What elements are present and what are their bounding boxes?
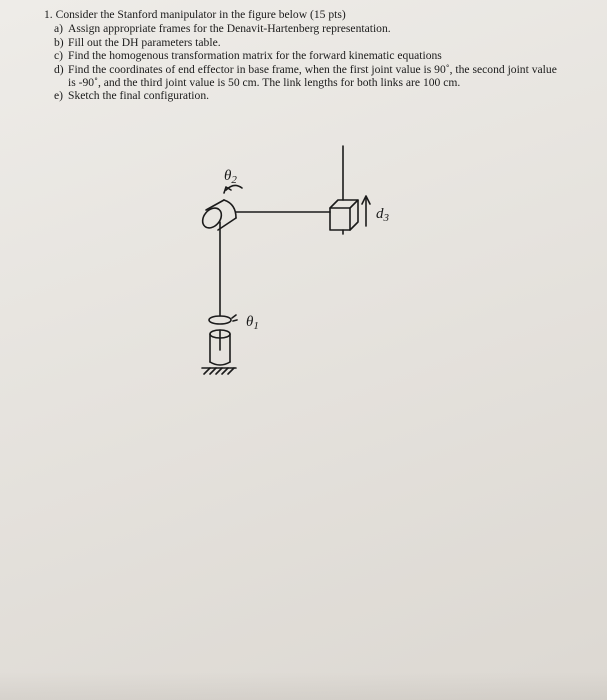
d3-arrow xyxy=(362,196,370,226)
question-c xyxy=(44,49,564,62)
question-text: Find the homogenous transformation matrix for the forward kinematic equations xyxy=(68,49,442,63)
question-letter: b) xyxy=(54,35,64,49)
base-joint-cylinder xyxy=(210,330,230,365)
question-letter: d) xyxy=(54,62,64,76)
question-letter: e) xyxy=(54,89,64,103)
question-letter: a) xyxy=(54,22,64,36)
prismatic-joint-box xyxy=(330,200,358,230)
question-list xyxy=(44,22,564,102)
shoulder-joint-cylinder xyxy=(199,200,236,232)
problem-number: 1. xyxy=(44,8,53,21)
question-letter: c) xyxy=(54,49,64,63)
stanford-manipulator-figure xyxy=(180,140,420,390)
theta1-rotation-arrow xyxy=(209,315,237,324)
problem-statement xyxy=(44,8,564,103)
question-d xyxy=(44,63,564,90)
question-text: Find the coordinates of end effector in base frame, when the first joint value is 90˚, the second joint value is -90˚, and the third joint value is 50 cm. The link lengths for both links are 100 cm. xyxy=(68,62,557,90)
problem-title-text: Consider the Stanford manipulator in the figure below (15 pts) xyxy=(55,8,346,21)
theta2-label: $\theta_2$ xyxy=(224,168,237,186)
question-text: Fill out the DH parameters table. xyxy=(68,35,221,49)
question-b xyxy=(44,36,564,49)
question-e xyxy=(44,89,564,102)
paper-shadow xyxy=(0,672,607,700)
problem-title xyxy=(44,8,564,21)
d3-label: $d_3$ xyxy=(376,206,389,224)
question-text: Assign appropriate frames for the Denavit-Hartenberg representation. xyxy=(68,22,391,36)
question-text: Sketch the final configuration. xyxy=(68,89,210,103)
ground-hatch xyxy=(202,368,236,374)
question-a xyxy=(44,22,564,35)
theta1-label: $\theta_1$ xyxy=(246,314,259,332)
